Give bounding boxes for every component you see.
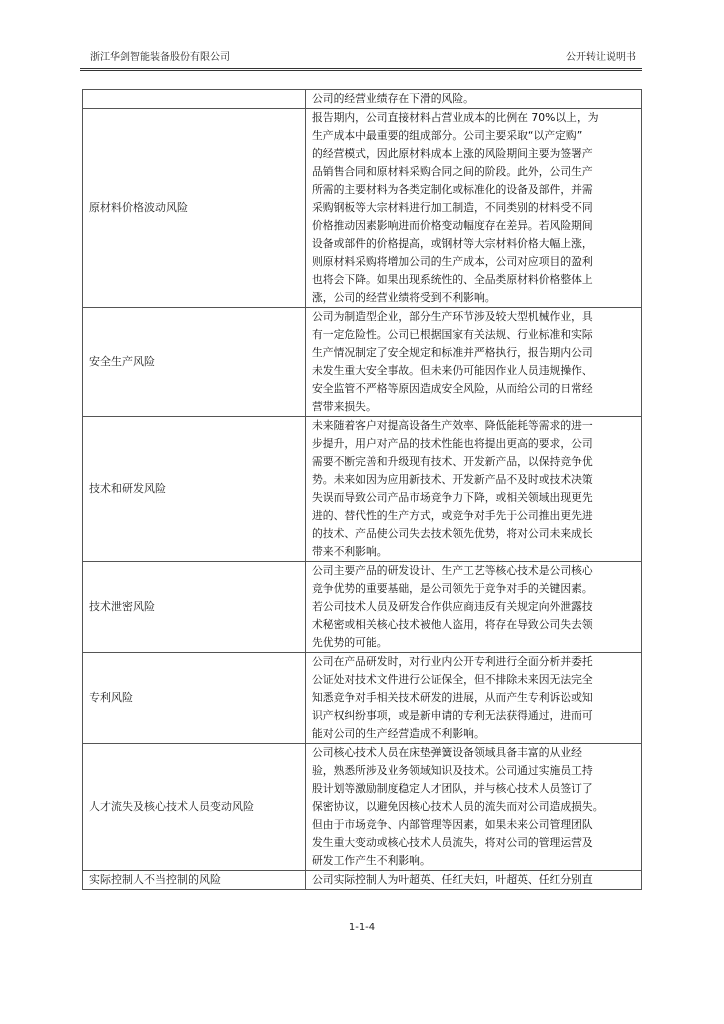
description-line: 带来不利影响。 bbox=[312, 545, 388, 558]
document-title: 公开转让说明书 bbox=[566, 52, 636, 63]
description-line: 营带来损失。 bbox=[312, 400, 377, 413]
description-line: 则原材料采购将增加公司的生产成本，公司对应项目的盈利 bbox=[312, 255, 593, 268]
risk-description-cell bbox=[306, 90, 642, 109]
description-line: 公司为制造型企业，部分生产环节涉及较大型机械作业，具 bbox=[312, 310, 593, 323]
description-line: 知悉竞争对手相关技术研发的进展，从而产生专利诉讼或知 bbox=[312, 691, 593, 704]
description-line: 品销售合同和原材料采购合同之间的阶段。此外，公司生产 bbox=[312, 165, 593, 178]
description-line: 若公司技术人员及研发合作供应商违反有关规定向外泄露技 bbox=[312, 600, 593, 613]
table-row bbox=[83, 90, 642, 109]
description-line: 验，熟悉所涉及业务领域知识及技术。公司通过实施员工持 bbox=[312, 764, 593, 777]
description-line: 生产成本中最重要的组成部分。公司主要采取“以产定购” bbox=[312, 129, 583, 142]
description-line: 报告期内，公司直接材料占营业成本的比例在 70%以上，为 bbox=[312, 111, 599, 124]
table-row bbox=[83, 417, 642, 562]
description-line: 发生重大变动或核心技术人员流失，将对公司的管理运营及 bbox=[312, 836, 593, 849]
page-number: 1-1-4 bbox=[348, 922, 376, 933]
description-line: 所需的主要材料为各类定制化或标准化的设备及部件，并需 bbox=[312, 183, 593, 196]
description-line: 能对公司的生产经营造成不利影响。 bbox=[312, 727, 485, 740]
company-name: 浙江华剑智能装备股份有限公司 bbox=[90, 52, 230, 63]
description-line: 公证处对技术文件进行公证保全，但不排除未来因无法完全 bbox=[312, 673, 593, 686]
risk-description-cell bbox=[306, 109, 642, 308]
description-line: 保密协议，以避免因核心技术人员的流失而对公司造成损失。 bbox=[312, 800, 604, 813]
description-line: 的经营模式，因此原材料成本上涨的风险期间主要为签署产 bbox=[312, 147, 593, 160]
risk-name-cell: 实际控制人不当控制的风险 bbox=[83, 871, 306, 890]
risk-description-cell bbox=[306, 562, 642, 653]
description-line: 进的、替代性的生产方式，或竞争对手先于公司推出更先进 bbox=[312, 509, 593, 522]
risk-description-cell bbox=[306, 653, 642, 744]
table-row bbox=[83, 653, 642, 744]
description-line: 有一定危险性。公司已根据国家有关法规、行业标准和实际 bbox=[312, 328, 593, 341]
risk-description-cell bbox=[306, 871, 642, 890]
table-row bbox=[83, 871, 642, 890]
risk-description-cell bbox=[306, 308, 642, 417]
description-line: 未发生重大安全事故。但未来仍可能因作业人员违规操作、 bbox=[312, 364, 593, 377]
description-line: 失误而导致公司产品市场竞争力下降，或相关领域出现更先 bbox=[312, 491, 593, 504]
risk-name-cell: 人才流失及核心技术人员变动风险 bbox=[83, 744, 306, 871]
table-row bbox=[83, 109, 642, 308]
risk-name-cell: 技术和研发风险 bbox=[83, 417, 306, 562]
description-line: 术秘密或相关核心技术被他人盗用，将存在导致公司失去领 bbox=[312, 618, 593, 631]
table-row bbox=[83, 308, 642, 417]
risk-name-cell: 原材料价格波动风险 bbox=[83, 109, 306, 308]
risk-description-cell bbox=[306, 744, 642, 871]
description-line: 需要不断完善和升级现有技术、开发新产品，以保持竞争优 bbox=[312, 455, 593, 468]
description-line: 股计划等激励制度稳定人才团队，并与核心技术人员签订了 bbox=[312, 782, 593, 795]
description-line: 识产权纠纷事项，或是新申请的专利无法获得通过，进而可 bbox=[312, 709, 593, 722]
description-line: 也将会下降。如果出现系统性的、全品类原材料价格整体上 bbox=[312, 273, 593, 286]
risk-name-cell: 技术泄密风险 bbox=[83, 562, 306, 653]
description-line: 公司的经营业绩存在下滑的风险。 bbox=[312, 92, 474, 105]
risk-description-cell bbox=[306, 417, 642, 562]
description-line: 势。未来如因为应用新技术、开发新产品不及时或技术决策 bbox=[312, 473, 593, 486]
description-line: 研发工作产生不利影响。 bbox=[312, 854, 431, 867]
description-line: 先优势的可能。 bbox=[312, 636, 388, 649]
description-line: 公司主要产品的研发设计、生产工艺等核心技术是公司核心 bbox=[312, 564, 593, 577]
risk-name-cell: 安全生产风险 bbox=[83, 308, 306, 417]
page-header bbox=[80, 50, 642, 66]
description-line: 步提升，用户对产品的技术性能也将提出更高的要求，公司 bbox=[312, 437, 593, 450]
header-rule bbox=[80, 68, 642, 71]
description-line: 但由于市场竞争、内部管理等因素，如果未来公司管理团队 bbox=[312, 818, 593, 831]
description-line: 竞争优势的重要基础，是公司领先于竞争对手的关键因素。 bbox=[312, 582, 593, 595]
description-line: 未来随着客户对提高设备生产效率、降低能耗等需求的进一 bbox=[312, 419, 593, 432]
description-line: 采购钢板等大宗材料进行加工制造，不同类别的材料受不同 bbox=[312, 201, 593, 214]
description-line: 公司核心技术人员在床垫弹簧设备领域具备丰富的从业经 bbox=[312, 746, 582, 759]
description-line: 公司实际控制人为叶超英、任红夫妇，叶超英、任红分别直 bbox=[312, 873, 593, 886]
table-row bbox=[83, 744, 642, 871]
table-row bbox=[83, 562, 642, 653]
description-line: 涨，公司的经营业绩将受到不利影响。 bbox=[312, 291, 496, 304]
description-line: 公司在产品研发时，对行业内公开专利进行全面分析并委托 bbox=[312, 655, 593, 668]
description-line: 价格推动因素影响进而价格变动幅度存在差异。若风险期间 bbox=[312, 219, 593, 232]
risk-name-cell: 专利风险 bbox=[83, 653, 306, 744]
description-line: 安全监管不严格等原因造成安全风险，从而给公司的日常经 bbox=[312, 382, 593, 395]
description-line: 设备或部件的价格提高，或钢材等大宗材料价格大幅上涨， bbox=[312, 237, 593, 250]
risk-table bbox=[82, 89, 642, 890]
description-line: 的技术、产品使公司失去技术领先优势，将对公司未来成长 bbox=[312, 527, 593, 540]
risk-name-cell bbox=[83, 90, 306, 109]
description-line: 生产情况制定了安全规定和标准并严格执行，报告期内公司 bbox=[312, 346, 593, 359]
